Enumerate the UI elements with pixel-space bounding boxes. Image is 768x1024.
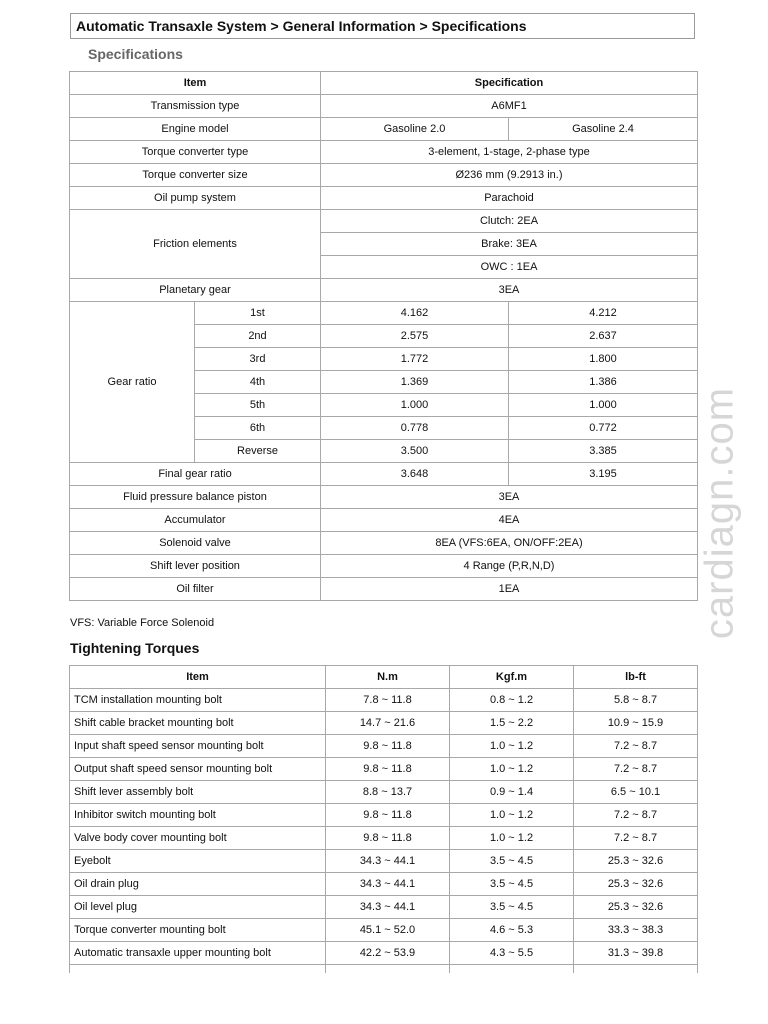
row-label: Solenoid valve [70,532,321,555]
row-label: Transmission type [70,95,321,118]
torque-value: 1.0 ~ 1.2 [450,758,574,781]
torque-value: 1.5 ~ 2.2 [450,712,574,735]
torque-value: 31.3 ~ 39.8 [574,942,698,965]
table-row [70,187,698,210]
table-row [70,896,698,919]
row-value: 4EA [321,509,698,532]
torque-item: Oil drain plug [70,873,326,896]
row-label: Torque converter size [70,164,321,187]
torque-value: 7.2 ~ 8.7 [574,827,698,850]
empty-cell [70,965,326,974]
breadcrumb [70,13,695,39]
row-label: Oil filter [70,578,321,601]
torque-value: 3.5 ~ 4.5 [450,850,574,873]
table-row [70,164,698,187]
row-label: Shift lever position [70,555,321,578]
torque-value: 45.1 ~ 52.0 [326,919,450,942]
table-continuation-row [70,965,698,974]
row-value: Clutch: 2EA [321,210,698,233]
row-value: OWC : 1EA [321,256,698,279]
torque-value: 1.0 ~ 1.2 [450,827,574,850]
table-row [70,486,698,509]
row-value: 3.500 [321,440,509,463]
row-label: Oil pump system [70,187,321,210]
torque-item: Eyebolt [70,850,326,873]
row-value: Gasoline 2.0 [321,118,509,141]
table-row [70,555,698,578]
torque-item: Valve body cover mounting bolt [70,827,326,850]
row-value: 4.162 [321,302,509,325]
tightening-torques-title: Tightening Torques [70,640,200,656]
table-header-row [70,72,698,95]
table-row [70,850,698,873]
row-value: 2.637 [509,325,698,348]
torque-value: 4.6 ~ 5.3 [450,919,574,942]
gear-label: Reverse [195,440,321,463]
table-row [70,509,698,532]
torque-value: 25.3 ~ 32.6 [574,896,698,919]
row-value: 0.778 [321,417,509,440]
row-value: 3EA [321,279,698,302]
watermark-text: cardiagn.com [697,386,742,640]
table-row [70,758,698,781]
row-label: Friction elements [70,210,321,279]
torque-item: Oil level plug [70,896,326,919]
vfs-note: VFS: Variable Force Solenoid [70,617,215,629]
empty-cell [574,965,698,974]
table-row [70,804,698,827]
torque-value: 10.9 ~ 15.9 [574,712,698,735]
torque-value: 9.8 ~ 11.8 [326,804,450,827]
specifications-title: Specifications [88,46,183,62]
column-header: N.m [326,666,450,689]
torque-value: 34.3 ~ 44.1 [326,873,450,896]
gear-label: 4th [195,371,321,394]
row-value: Gasoline 2.4 [509,118,698,141]
table-row [70,578,698,601]
table-row [70,873,698,896]
table-row [70,712,698,735]
row-label: Engine model [70,118,321,141]
torque-value: 6.5 ~ 10.1 [574,781,698,804]
table-row [70,827,698,850]
table-row [70,735,698,758]
torque-item: Automatic transaxle upper mounting bolt [70,942,326,965]
gear-label: 1st [195,302,321,325]
table-row [70,95,698,118]
torque-value: 34.3 ~ 44.1 [326,896,450,919]
watermark [697,383,742,643]
torque-value: 4.3 ~ 5.5 [450,942,574,965]
column-header: Item [70,666,326,689]
row-value: Brake: 3EA [321,233,698,256]
column-header: lb-ft [574,666,698,689]
row-value: 1.386 [509,371,698,394]
gear-label: 3rd [195,348,321,371]
table-row [70,942,698,965]
torque-value: 7.2 ~ 8.7 [574,735,698,758]
torque-item: Input shaft speed sensor mounting bolt [70,735,326,758]
row-value: 3.195 [509,463,698,486]
torque-item: Output shaft speed sensor mounting bolt [70,758,326,781]
row-value: 1.800 [509,348,698,371]
torque-value: 1.0 ~ 1.2 [450,735,574,758]
torque-item: TCM installation mounting bolt [70,689,326,712]
row-value: 1.369 [321,371,509,394]
row-label: Accumulator [70,509,321,532]
table-row [70,118,698,141]
row-value: Parachoid [321,187,698,210]
torque-value: 34.3 ~ 44.1 [326,850,450,873]
gear-label: 2nd [195,325,321,348]
column-header: Specification [321,72,698,95]
table-header-row [70,666,698,689]
empty-cell [450,965,574,974]
row-value: 3EA [321,486,698,509]
torque-value: 14.7 ~ 21.6 [326,712,450,735]
torque-value: 9.8 ~ 11.8 [326,827,450,850]
table-row [70,532,698,555]
gear-label: 5th [195,394,321,417]
torque-value: 9.8 ~ 11.8 [326,735,450,758]
table-row [70,919,698,942]
column-header: Item [70,72,321,95]
torque-value: 25.3 ~ 32.6 [574,850,698,873]
table-row [70,302,698,325]
torque-item: Torque converter mounting bolt [70,919,326,942]
torque-value: 42.2 ~ 53.9 [326,942,450,965]
table-row [70,689,698,712]
table-row [70,141,698,164]
row-value: 1.772 [321,348,509,371]
torque-value: 5.8 ~ 8.7 [574,689,698,712]
row-label: Gear ratio [70,302,195,463]
torque-item: Shift cable bracket mounting bolt [70,712,326,735]
row-label: Final gear ratio [70,463,321,486]
row-value: 0.772 [509,417,698,440]
torque-value: 3.5 ~ 4.5 [450,873,574,896]
torque-table-body [70,689,698,974]
row-value: 2.575 [321,325,509,348]
table-row [70,463,698,486]
gear-label: 6th [195,417,321,440]
table-row [70,781,698,804]
torque-value: 33.3 ~ 38.3 [574,919,698,942]
row-label: Torque converter type [70,141,321,164]
row-value: 4.212 [509,302,698,325]
row-value: 8EA (VFS:6EA, ON/OFF:2EA) [321,532,698,555]
row-value: 3-element, 1-stage, 2-phase type [321,141,698,164]
torque-value: 7.2 ~ 8.7 [574,804,698,827]
torque-value: 25.3 ~ 32.6 [574,873,698,896]
torque-value: 8.8 ~ 13.7 [326,781,450,804]
torque-value: 0.9 ~ 1.4 [450,781,574,804]
table-row [70,210,698,233]
row-value: 1.000 [509,394,698,417]
row-value: 3.385 [509,440,698,463]
tightening-torques-table [69,665,698,973]
torque-value: 1.0 ~ 1.2 [450,804,574,827]
torque-item: Shift lever assembly bolt [70,781,326,804]
column-header: Kgf.m [450,666,574,689]
row-value: 3.648 [321,463,509,486]
breadcrumb-text: Automatic Transaxle System > General Information > Specifications [76,18,527,34]
empty-cell [326,965,450,974]
torque-value: 0.8 ~ 1.2 [450,689,574,712]
torque-value: 3.5 ~ 4.5 [450,896,574,919]
table-row [70,279,698,302]
torque-value: 9.8 ~ 11.8 [326,758,450,781]
row-label: Fluid pressure balance piston [70,486,321,509]
torque-value: 7.2 ~ 8.7 [574,758,698,781]
torque-item: Inhibitor switch mounting bolt [70,804,326,827]
row-value: 1.000 [321,394,509,417]
row-value: 1EA [321,578,698,601]
torque-value: 7.8 ~ 11.8 [326,689,450,712]
row-value: 4 Range (P,R,N,D) [321,555,698,578]
row-label: Planetary gear [70,279,321,302]
specifications-table [69,71,698,601]
row-value: A6MF1 [321,95,698,118]
row-value: Ø236 mm (9.2913 in.) [321,164,698,187]
